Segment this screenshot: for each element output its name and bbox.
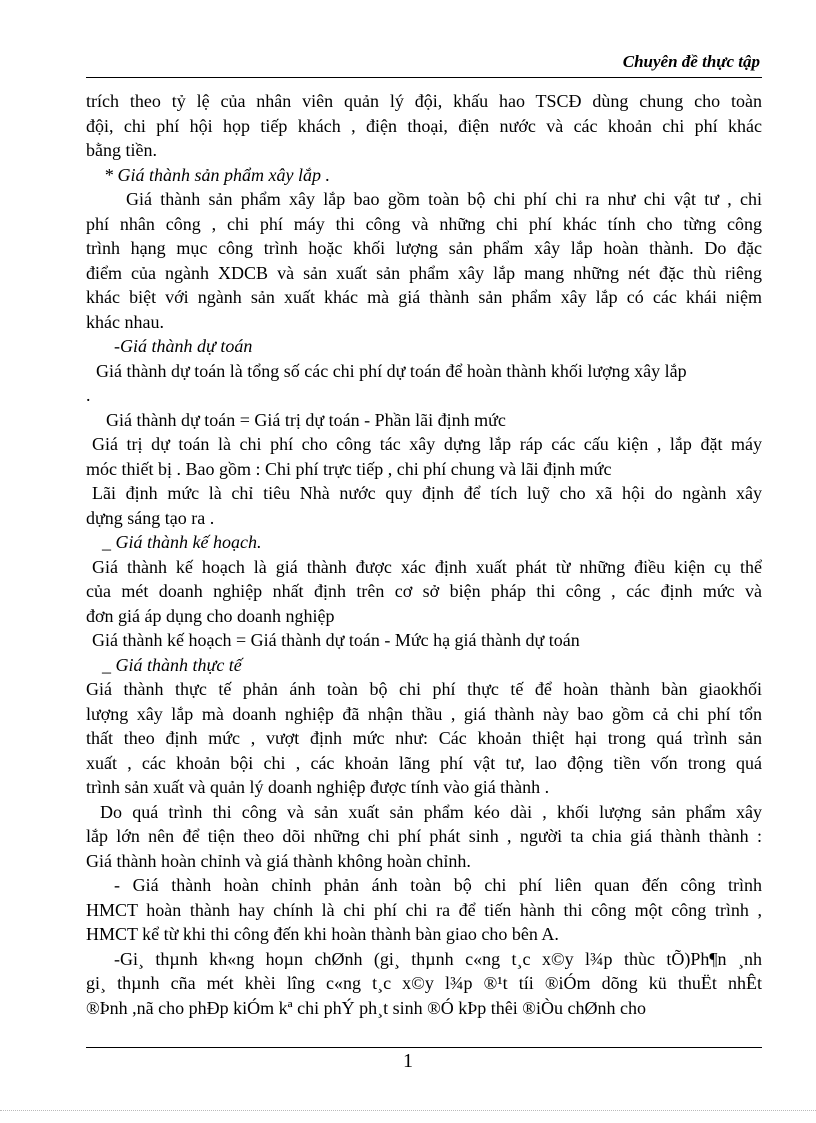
text-line: Do quá trình thi công và sản xuất sản phẩm kéo dài , khối lượng sản phẩm xây [100, 801, 762, 822]
footer-rule [86, 1047, 762, 1048]
text-line: Giá thành sản phẩm xây lắp bao gồm toàn bộ chi phí chi ra như chi vật tư , chi [126, 189, 762, 209]
text-line: _ Giá thành kế hoạch. [102, 532, 262, 552]
text-line: Giá thành kế hoạch là giá thành được xác định xuất phát từ những điều kiện cụ thể [92, 556, 762, 577]
text-line: Giá thành kế hoạch = Giá thành dự toán - Mức hạ giá thành dự toán [92, 630, 580, 650]
header-title: Chuyên đề thực tập [622, 52, 760, 71]
text-line: phí nhân công , chi phí máy thi công và những chi phí khác tính cho từng công [86, 213, 762, 234]
text-line: HMCT hoàn thành hay chính là chi phí chi ra để tiến hành thi công một công trình , [86, 899, 762, 920]
text-line: dựng sáng tạo ra . [86, 507, 215, 528]
text-line: gi¸ thµnh cña mét khèi lîng c«ng t¸c x©y l¾p ®¹t tíi ®iÓm dõng kü thuËt nhÊt [86, 973, 762, 993]
page-number: 1 [403, 1050, 413, 1072]
document-body [86, 89, 762, 1020]
text-line: trình hạng mục công trình hoặc khối lượng sản phẩm xây lắp hoàn thành. Do đặc [86, 238, 762, 258]
text-line: Giá thành thực tế phản ánh toàn bộ chi phí thực tế để hoàn thành bàn giaokhối [86, 679, 762, 699]
text-line: -Gi¸ thµnh kh«ng hoµn chØnh (gi¸ thµnh c«ng t¸c x©y l¾p thùc tÕ)Ph¶n ¸nh [114, 948, 762, 969]
text-line: trình sản xuất và quản lý doanh nghiệp được tính vào giá thành . [86, 777, 550, 797]
text-line: khác nhau. [86, 311, 164, 332]
text-line: Giá thành dự toán là tổng số các chi phí dự toán để hoàn thành khối lượng xây lắp [96, 360, 687, 381]
text-line: lượng xây lắp mà doanh nghiệp đã nhận thầu , giá thành này bao gồm cả chi phí tổn [86, 703, 762, 724]
text-line: Giá trị dự toán là chi phí cho công tác xây dựng lắp ráp các cấu kiện , lắp đặt máy [92, 434, 762, 454]
text-line: - Giá thành hoàn chỉnh phản ánh toàn bộ chi phí liên quan đến công trình [114, 875, 762, 895]
text-line: thất theo định mức , vượt định mức như: Các khoản thiệt hại trong quá trình sản [86, 728, 762, 748]
text-line: điểm của ngành XDCB và sản xuất sản phẩm xây lắp mang những nét đặc thù riêng [86, 262, 762, 283]
text-line: của mét doanh nghiệp nhất định trên cơ sở biện pháp thi công , các định mức và [86, 581, 762, 601]
text-line: trích theo tỷ lệ của nhân viên quản lý đội, khấu hao TSCĐ dùng chung cho toàn [86, 91, 762, 111]
text-line: -Giá thành dự toán [114, 336, 253, 356]
text-line: ®Þnh ,nã cho phÐp kiÓm kª chi phÝ ph¸t sinh ®Ó kÞp thêi ®iÒu chØnh cho [86, 997, 646, 1018]
text-line: móc thiết bị . Bao gồm : Chi phí trực tiếp , chi phí chung và lãi định mức [86, 458, 612, 479]
text-line: Lãi định mức là chỉ tiêu Nhà nước quy định để tích luỹ cho xã hội do ngành xây [92, 483, 762, 503]
text-line: Giá thành hoàn chỉnh và giá thành không hoàn chỉnh. [86, 850, 471, 871]
text-line: Giá thành dự toán = Giá trị dự toán - Phần lãi định mức [106, 409, 506, 430]
text-line: khác biệt với ngành sản xuất khác mà giá thành sản phẩm xây lắp có các khái niệm [86, 287, 762, 307]
text-line: HMCT kể từ khi thi công đến khi hoàn thành bàn giao cho bên A. [86, 924, 559, 944]
text-line: * Giá thành sản phẩm xây lắp . [104, 164, 330, 185]
text-line: lắp lớn nên để tiện theo dõi những chi phí phát sinh , người ta chia giá thành thành : [86, 826, 762, 846]
text-line: bằng tiền. [86, 140, 157, 160]
text-line: . [86, 385, 91, 405]
header-rule [86, 77, 762, 78]
text-line: xuất , các khoản bội chi , các khoản lãng phí vật tư, lao động tiền vốn trong quá [86, 752, 762, 773]
text-line: đơn giá áp dụng cho doanh nghiệp [86, 605, 335, 626]
page-bottom-border [0, 1110, 816, 1111]
text-line: _ Giá thành thực tế [102, 654, 242, 675]
text-line: đội, chi phí hội họp tiếp khách , điện thoại, điện nước và các khoản chi phí khác [86, 115, 762, 136]
